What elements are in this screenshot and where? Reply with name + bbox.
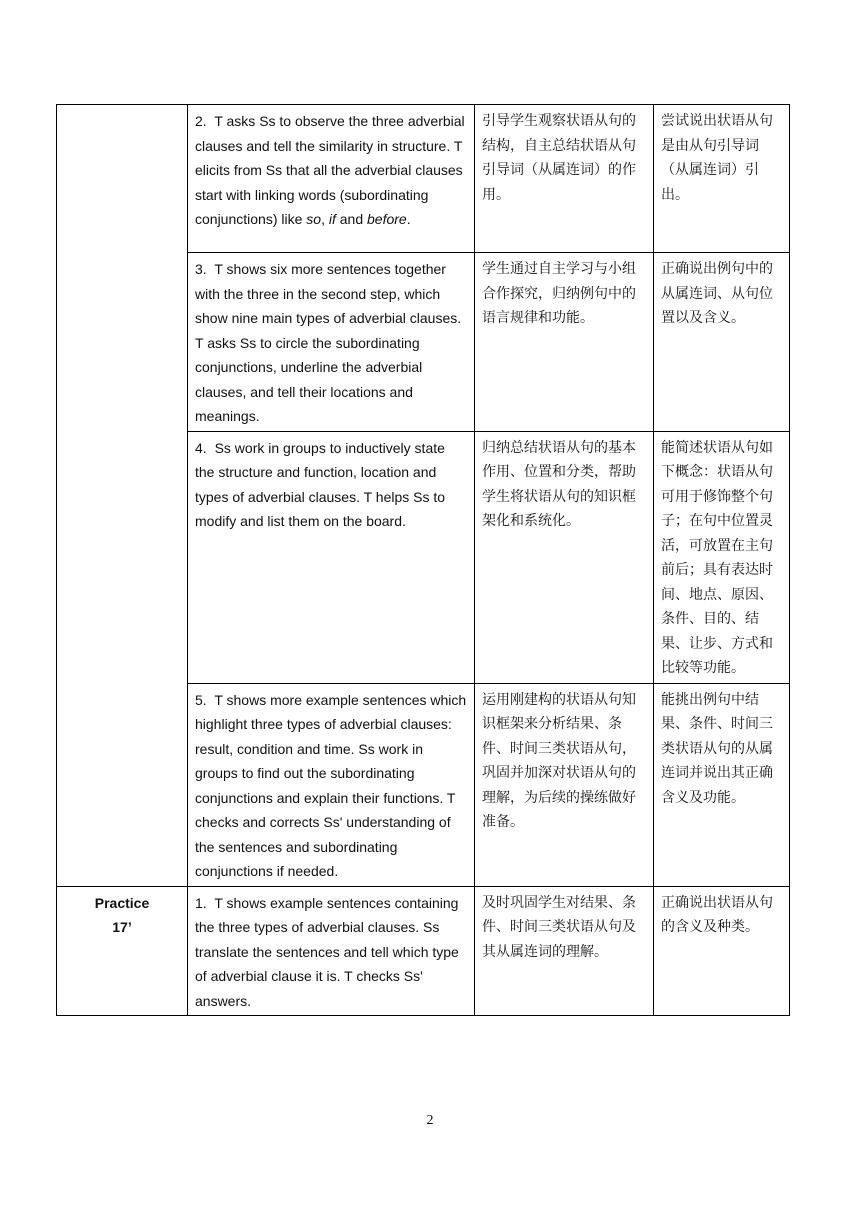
step-number: 4. bbox=[195, 439, 207, 456]
activity-text bbox=[195, 692, 466, 880]
italic-term: before bbox=[367, 211, 407, 227]
purpose-cell: 运用刚建构的状语从句知识框架来分析结果、条件、时间三类状语从句，巩固并加深对状语从句的理解，为后续的操练做好准备。 bbox=[475, 683, 654, 886]
purpose-cell: 及时巩固学生对结果、条件、时间三类状语从句及其从属连词的理解。 bbox=[475, 886, 654, 1016]
activity-cell bbox=[188, 105, 475, 253]
text-segment: Ss work in groups to inductively state the structure and function, location and types of adverbial clauses. T helps Ss to modify and list them on the board. bbox=[195, 439, 446, 529]
activity-cell bbox=[188, 683, 475, 886]
lesson-plan-table bbox=[56, 104, 790, 1016]
outcome-cell: 尝试说出状语从句是由从句引导词（从属连词）引出。 bbox=[654, 105, 790, 253]
outcome-cell: 正确说出例句中的从属连词、从句位置以及含义。 bbox=[654, 253, 790, 432]
activity-text bbox=[195, 895, 459, 1009]
outcome-cell: 能挑出例句中结果、条件、时间三类状语从句的从属连词并说出其正确含义及功能。 bbox=[654, 683, 790, 886]
activity-text bbox=[195, 440, 445, 530]
purpose-cell: 归纳总结状语从句的基本作用、位置和分类，帮助学生将状语从句的知识框架化和系统化。 bbox=[475, 431, 654, 683]
activity-cell bbox=[188, 253, 475, 432]
stage-cell-empty bbox=[57, 105, 188, 887]
text-segment: T asks Ss to observe the three adverbial clauses and tell the similarity in structure. T elicits from Ss that all the adverbial clauses start with linking words (subordinating conjunctions) like bbox=[195, 113, 465, 227]
step-number: 5. bbox=[195, 691, 207, 708]
stage-cell bbox=[57, 886, 188, 1016]
table-row bbox=[57, 886, 790, 1016]
text-segment: and bbox=[335, 211, 367, 227]
text-segment: T shows six more sentences together with the three in the second step, which show nine main types of adverbial clauses. T asks Ss to circle the subordinating conjunctions, underline the adverbial clauses, and tell their locations and meanings. bbox=[195, 261, 462, 424]
text-segment: . bbox=[406, 211, 411, 227]
text-segment: T shows more example sentences which highlight three types of adverbial clauses: result, condition and time. Ss work in groups to find out the subordinating conjunctions and explain their functions. T checks and corrects Ss' understanding of the sentences and subordinating conjunctions if needed. bbox=[195, 691, 467, 879]
activity-text bbox=[195, 261, 461, 424]
outcome-cell: 能简述状语从句如下概念：状语从句可用于修饰整个句子；在句中位置灵活，可放置在主句前后；具有表达时间、地点、原因、条件、目的、结果、让步、方式和比较等功能。 bbox=[654, 431, 790, 683]
step-number: 2. bbox=[195, 113, 207, 129]
stage-time: 17’ bbox=[112, 919, 132, 935]
table-row bbox=[57, 105, 790, 253]
text-segment: , bbox=[321, 211, 329, 227]
activity-cell bbox=[188, 431, 475, 683]
purpose-cell: 引导学生观察状语从句的结构，自主总结状语从句引导词（从属连词）的作用。 bbox=[475, 105, 654, 253]
text-segment: T shows example sentences containing the three types of adverbial clauses. Ss translate the sentences and tell which type of adverbial clause it is. T checks Ss' answers. bbox=[195, 894, 459, 1009]
italic-term: so bbox=[306, 211, 322, 227]
activity-text bbox=[195, 113, 465, 227]
outcome-cell: 正确说出状语从句的含义及种类。 bbox=[654, 886, 790, 1016]
italic-term: if bbox=[328, 211, 336, 227]
step-number: 1. bbox=[195, 894, 207, 911]
stage-name: Practice bbox=[94, 894, 150, 911]
purpose-cell: 学生通过自主学习与小组合作探究，归纳例句中的语言规律和功能。 bbox=[475, 253, 654, 432]
step-number: 3. bbox=[195, 261, 207, 277]
page-number: 2 bbox=[426, 1113, 434, 1128]
activity-cell bbox=[188, 886, 475, 1016]
